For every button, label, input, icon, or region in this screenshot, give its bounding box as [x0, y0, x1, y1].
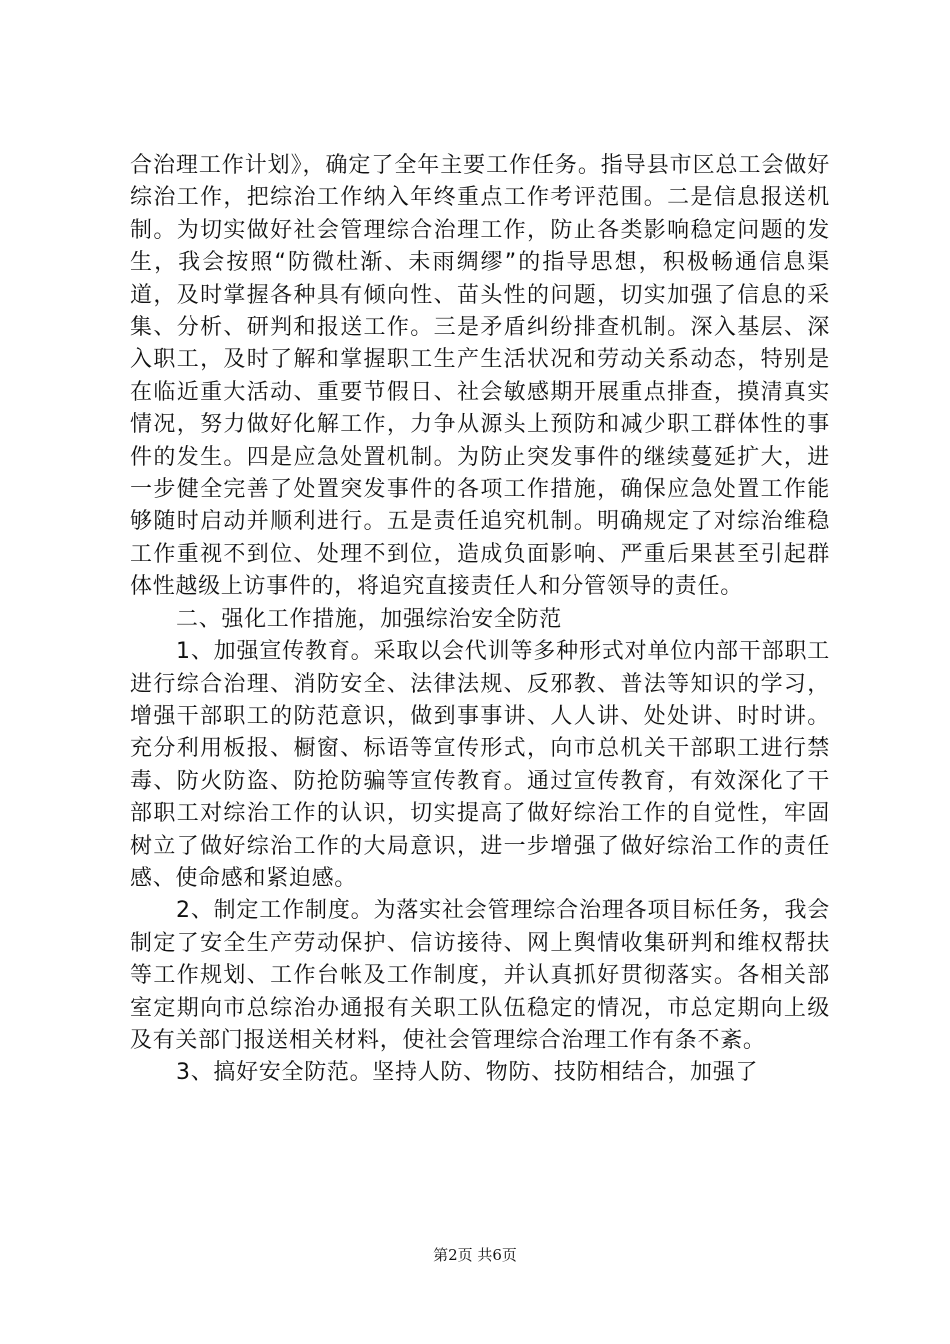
paragraph-work-system: 2、制定工作制度。为落实社会管理综合治理各项目标任务，我会制定了安全生产劳动保护、信访接待、网上舆情收集研判和维权帮扶等工作规划、工作台帐及工作制度，并认真抓好贯彻落实。各相关部室定期向市总综治办通报有关职工队伍稳定的情况，市总定期向上级及有关部门报送相关材料，使社会管理综合治理工作有条不紊。 [130, 898, 830, 1053]
paragraph-continuation: 合治理工作计划》，确定了全年主要工作任务。指导县市区总工会做好综治工作，把综治工作纳入年终重点工作考评范围。二是信息报送机制。为切实做好社会管理综合治理工作，防止各类影响稳定问题的发生，我会按照“防微杜渐、未雨绸缪”的指导思想，积极畅通信息渠道，及时掌握各种具有倾向性、苗头性的问题，切实加强了信息的采集、分析、研判和报送工作。三是矛盾纠纷排查机制。深入基层、深入职工，及时了解和掌握职工生产生活状况和劳动关系动态，特别是在临近重大活动、重要节假日、社会敏感期开展重点排查，摸清真实情况，努力做好化解工作，力争从源头上预防和减少职工群体性的事件的发生。四是应急处置机制。为防止突发事件的继续蔓延扩大，进一步健全完善了处置突发事件的各项工作措施，确保应急处置工作能够随时启动并顺利进行。五是责任追究机制。明确规定了对综治维稳工作重视不到位、处理不到位，造成负面影响、严重后果甚至引起群体性越级上访事件的，将追究直接责任人和分管领导的责任。 [130, 153, 830, 600]
section-heading: 二、强化工作措施，加强综治安全防范 [176, 606, 562, 632]
paragraph-safety-prevention: 3、搞好安全防范。坚持人防、物防、技防相结合，加强了 [176, 1060, 759, 1086]
page-footer: 第2页 共6页 [433, 1246, 517, 1264]
document-body [130, 150, 830, 1090]
paragraph-publicity-education: 1、加强宣传教育。采取以会代训等多种形式对单位内部干部职工进行综合治理、消防安全、法律法规、反邪教、普法等知识的学习，增强干部职工的防范意识，做到事事讲、人人讲、处处讲、时时讲。充分利用板报、橱窗、标语等宣传形式，向市总机关干部职工进行禁毒、防火防盗、防抢防骗等宣传教育。通过宣传教育，有效深化了干部职工对综治工作的认识，切实提高了做好综治工作的自觉性，牢固树立了做好综治工作的大局意识，进一步增强了做好综治工作的责任感、使命感和紧迫感。 [130, 639, 830, 891]
